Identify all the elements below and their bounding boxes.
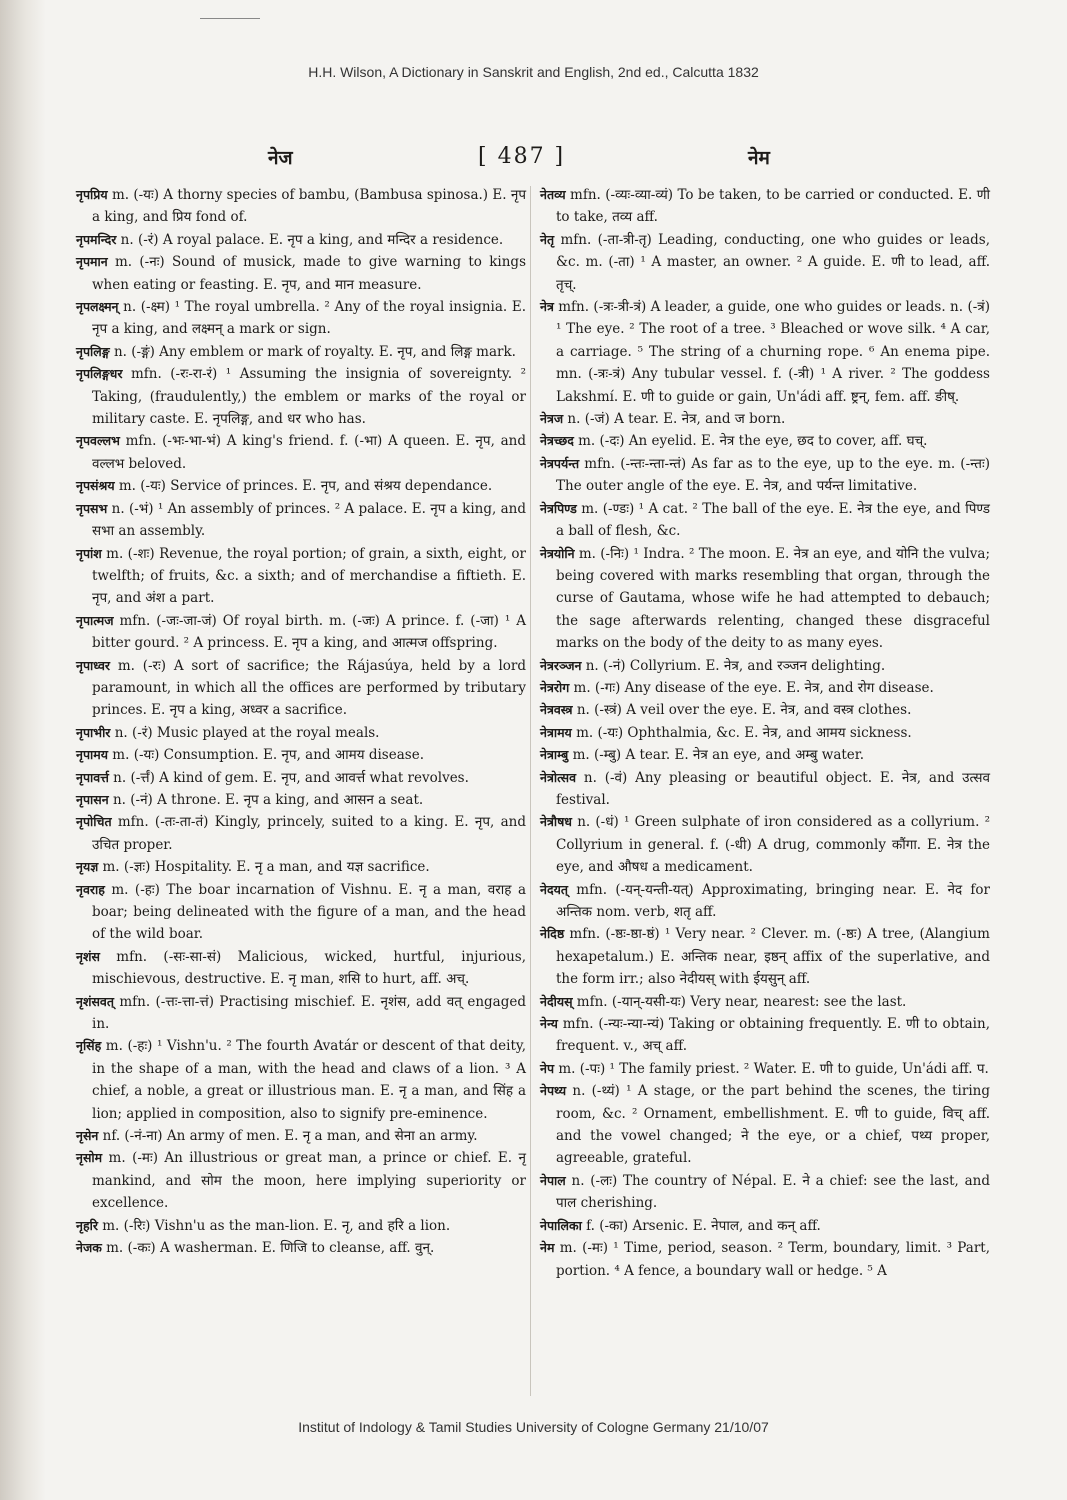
entry-definition: m. (-नः) Sound of musick, made to give warning to kings when eating or feasting. E. नृप, and मान measure. [92,254,526,293]
dictionary-entry [540,1237,990,1282]
entry-definition: mfn. (-ष्ठः-ष्ठा-ष्ठं) ¹ Very near. ² Clever. m. (-ष्ठः) A tree, (Alangium hexapetalum.) E. अन्तिक near, इष्ठन् affix of the superlative, and the form irr.; also नेदीयस् with ईयसुन् aff. [556,926,990,988]
entry-definition: m. (-ज्ञः) Hospitality. E. नृ a man, and यज्ञ sacrifice. [98,859,430,876]
entry-definition: mfn. (-व्यः-व्या-व्यं) To be taken, to be carried or conducted. E. णी to take, तव्य aff. [556,187,990,226]
entry-definition: m. (-यः) Service of princes. E. नृप, and संश्रय dependance. [114,478,493,495]
dictionary-entry [76,1237,526,1259]
dictionary-entry [540,430,990,452]
dictionary-entry [76,296,526,341]
entry-definition: mfn. (-रः-रा-रं) ¹ Assuming the insignia of sovereignty. ² Taking, (fraudulently,) the emblem or marks of the royal or military caste. E. नृपलिङ्ग, and धर who has. [92,366,526,428]
dictionary-entry [76,1215,526,1237]
dictionary-entry [76,811,526,856]
dictionary-entry [540,811,990,878]
dictionary-entry [540,229,990,296]
dictionary-entry [540,1080,990,1170]
entry-definition: m. (-मः) An illustrious or great man, a prince or chief. E. नृ mankind, and सोम the moon, here implying superiority or excellence. [92,1150,526,1212]
entry-definition: m. (-निः) ¹ Indra. ² The moon. E. नेत्र an eye, and योनि the vulva; being covered with marks resembling that organ, through the curse of Gautama, whose wife he had attempted to debauch; the sage afterwards relenting, changed these disgraceful marks on the body of the deity to as many eyes. [556,545,990,652]
entry-headword: नेदीयस् [540,993,573,1009]
dictionary-entry [540,722,990,744]
entry-headword: नेतव्य [540,187,566,202]
entry-definition: mfn. (-ता-त्री-तृ) Leading, conducting, one who guides or leads, &c. m. (-ता) ¹ A master, an owner. ² A guide. E. णी to lead, aff. तृच्. [554,231,990,293]
entry-definition: m. (-म्बु) A tear. E. नेत्र an eye, and अम्बु water. [568,747,865,764]
entry-definition: m. (-यः) Consumption. E. नृप, and आमय disease. [108,747,424,764]
entry-headword: नृपामय [76,747,109,763]
entry-definition: n. (-रं) A royal palace. E. नृप a king, and मन्दिर a residence. [116,231,504,248]
dictionary-entry [76,946,526,991]
dictionary-entry [76,341,526,363]
entry-headword: नेदिष्ठ [540,926,565,942]
entry-headword: नृपप्रिय [76,187,108,202]
dictionary-entry [76,251,526,296]
entry-definition: n. (-ङ्गं) Any emblem or mark of royalty. E. नृप, and लिङ्ग mark. [109,343,516,360]
entry-headword: नृपावर्त्त [76,769,109,785]
dictionary-entry [540,744,990,766]
entry-headword: नेपाल [540,1172,566,1188]
entry-definition: n. (-लः) The country of Népal. E. ने a chief: see the last, and पाल cherishing. [556,1172,990,1212]
entry-definition: n. (-वं) Any pleasing or beautiful object. E. नेत्र, and उत्सव festival. [556,769,990,808]
entry-headword: नेम [540,1240,555,1256]
entry-headword: नृपलक्ष्मन् [76,299,119,315]
entry-headword: नेत्रच्छद [540,433,574,449]
entry-headword: नेपथ्य [540,1083,567,1099]
entry-headword: नृशंस [76,948,100,964]
dictionary-entry [76,879,526,946]
dictionary-entry [540,543,990,655]
running-head-left: नेज [268,147,293,169]
dictionary-entry [76,498,526,543]
dictionary-entry [540,1013,990,1058]
entry-headword: नृपाभीर [76,724,111,740]
entry-definition: n. (-नं) Collyrium. E. नेत्र, and रञ्जन delighting. [581,657,886,674]
dictionary-entry [540,655,990,677]
entry-headword: नृपोचित [76,814,112,830]
entry-headword: नृपाध्वर [76,657,111,673]
entry-headword: नेत्र [540,299,554,315]
dictionary-entry [540,677,990,699]
dictionary-entry [540,699,990,721]
entry-definition: n. (-र्त्तं) A kind of gem. E. नृप, and आवर्त्त what revolves. [108,769,469,786]
dictionary-entry [76,1147,526,1214]
dictionary-entry [540,453,990,498]
source-note: H.H. Wilson, A Dictionary in Sanskrit and English, 2nd ed., Calcutta 1832 [308,64,759,80]
dictionary-entry [76,655,526,722]
entry-definition: m. (-रः) A sort of sacrifice; the Rájasúya, held by a lord paramount, in which all the offices are performed by tributary princes. E. नृप a king, अध्वर a sacrifice. [92,657,526,719]
dictionary-entry [76,363,526,430]
entry-definition: nf. (-नं-ना) An army of men. E. नृ a man, and सेना an army. [98,1128,478,1145]
entry-definition: n. (-रं) Music played at the royal meals. [110,724,380,741]
dictionary-entry [76,430,526,475]
entry-headword: नेदयत् [540,881,568,897]
dictionary-entry [540,1058,990,1080]
right-column [540,184,990,1282]
dictionary-entry [540,184,990,229]
dictionary-entry [540,923,990,990]
entry-headword: नृसेन [76,1128,99,1144]
dictionary-entry [76,991,526,1036]
dictionary-entry [76,475,526,497]
dictionary-entry [540,1215,990,1237]
dictionary-entry [76,229,526,251]
dictionary-entry [76,856,526,878]
entry-headword: नेजक [76,1240,102,1256]
column-divider [530,186,531,1396]
entry-headword: नृपात्मज [76,612,114,628]
entry-definition: m. (-गः) Any disease of the eye. E. नेत्र, and रोग disease. [569,679,934,696]
running-head-right: नेम [748,147,770,169]
dictionary-entry [540,296,990,408]
entry-definition: mfn. (-न्यः-न्या-न्यं) Taking or obtaining frequently. E. णी to obtain, frequent. v., अच् aff. [556,1016,990,1055]
dictionary-entry [540,879,990,924]
scan-mark [200,18,260,19]
entry-headword: नेत्रपिण्ड [540,500,577,516]
left-column [76,184,526,1260]
page-number: [ 487 ] [478,144,566,169]
entry-definition: m. (-ण्डः) ¹ A cat. ² The ball of the eye. E. नेत्र the eye, and पिण्ड a ball of flesh, &c. [556,500,990,540]
entry-definition: mfn. (-जः-जा-जं) Of royal birth. m. (-जः) A prince. f. (-जा) ¹ A bitter gourd. ² A princess. E. नृप a king, and आत्मज offspring. [92,612,526,652]
dictionary-entry [76,722,526,744]
entry-definition: f. (-का) Arsenic. E. नेपाल, and कन् aff. [581,1217,821,1234]
entry-definition: m. (-हः) The boar incarnation of Vishnu. E. नृ a man, वराह a boar; being delineated with the figure of a man, and the head of the wild boar. [92,881,526,943]
dictionary-entry [76,543,526,610]
dictionary-entry [76,744,526,766]
entry-definition: m. (-यः) A thorny species of bambu, (Bambusa spinosa.) E. नृप a king, and प्रिय fond of. [92,187,526,226]
dictionary-entry [76,610,526,655]
entry-definition: mfn. (-त्तः-त्ता-त्तं) Practising mischief. E. नृशंस, add वत् engaged in. [92,993,526,1033]
entry-definition: n. (-धं) ¹ Green sulphate of iron considered as a collyrium. ² Collyrium in general. f. (-धी) A drug, commonly कौंगा. E. नेत्र the eye, and औषध a medicament. [556,814,990,876]
entry-definition: n. (-थ्यं) ¹ A stage, or the part behind the scenes, the tiring room, &c. ² Ornament, embellishment. E. णी to guide, विच् aff. and the vowel changed; ने the eye, or a chief, पथ्य proper, agreeable, grateful. [556,1083,990,1167]
dictionary-entry [76,184,526,229]
entry-definition: m. (-मः) ¹ Time, period, season. ² Term, boundary, limit. ³ Part, portion. ⁴ A fence, a boundary wall or hedge. ⁵ A [554,1240,990,1279]
entry-headword: नेत्रामय [540,724,572,740]
entry-headword: नृपलिङ्ग [76,343,110,359]
entry-headword: नेतृ [540,231,555,247]
dictionary-entry [540,408,990,430]
dictionary-entry [76,789,526,811]
entry-headword: नेत्रौषध [540,814,572,830]
dictionary-entry [540,1170,990,1215]
entry-headword: नृसोम [76,1150,103,1166]
entry-definition: m. (-हः) ¹ Vishn'u. ² The fourth Avatár or descent of that deity, in the shape of a man, with the head and claws of a lion. ³ A chief, a noble, a great or illustrious man. E. नृ a man, and सिंह a lion; applied in composition, also to signify pre-eminence. [92,1038,526,1122]
entry-headword: नेत्ररञ्जन [540,657,582,673]
scan-edge-shadow [0,0,46,1500]
entry-headword: नृसिंह [76,1038,102,1054]
entry-headword: नृपलिङ्गधर [76,366,123,382]
entry-definition: mfn. (-यान्-यसी-यः) Very near, nearest: see the last. [572,993,907,1010]
entry-definition: n. (-क्ष्म) ¹ The royal umbrella. ² Any of the royal insignia. E. नृप a king, and लक्ष्मन् a mark or sign. [92,299,526,338]
entry-headword: नेत्रोत्सव [540,769,577,785]
entry-definition: n. (-नं) A throne. E. नृप a king, and आसन a seat. [108,791,424,808]
entry-headword: नृपांश [76,545,102,561]
entry-headword: नेन्य [540,1016,558,1032]
entry-definition: m. (-यः) Ophthalmia, &c. E. नेत्र, and आमय sickness. [571,724,912,741]
entry-headword: नृपसभ [76,500,108,516]
entry-definition: m. (-दः) An eyelid. E. नेत्र the eye, छद to cover, aff. घच्. [573,433,928,450]
entry-definition: mfn. (-भः-भा-भं) A king's friend. f. (-भा) A queen. E. नृप, and वल्लभ beloved. [92,433,526,472]
entry-definition: n. (-जं) A tear. E. नेत्र, and ज born. [563,411,786,428]
dictionary-entry [76,1035,526,1125]
entry-definition: m. (-कः) A washerman. E. णिजि to cleanse, aff. वुन्. [101,1240,435,1257]
entry-headword: नृपसंश्रय [76,478,115,494]
dictionary-entry [540,498,990,543]
dictionary-entry [76,767,526,789]
entry-definition: n. (-स्त्रं) A veil over the eye. E. नेत्र, and वस्त्र clothes. [572,702,912,719]
entry-headword: नृवराह [76,881,105,897]
entry-definition: m. (-रिः) Vishn'u as the man-lion. E. नृ, and हरि a lion. [97,1217,451,1234]
dictionary-entry [540,991,990,1013]
entry-headword: नृशंसवत् [76,993,114,1009]
entry-headword: नेत्रज [540,411,564,427]
entry-headword: नृहरि [76,1217,98,1233]
entry-definition: mfn. (-सः-सा-सं) Malicious, wicked, hurtful, injurious, mischievous, destructive. E. नृ man, शसि to hurt, aff. अच्. [92,948,526,988]
entry-definition: n. (-भं) ¹ An assembly of princes. ² A palace. E. नृप a king, and सभा an assembly. [92,500,526,540]
entry-definition: m. (-पः) ¹ The family priest. ² Water. E. णी to guide, Un'ádi aff. प. [554,1060,989,1077]
entry-headword: नृयज्ञ [76,859,99,875]
entry-headword: नृपासन [76,791,109,807]
dictionary-entry [76,1125,526,1147]
entry-headword: नेत्राम्बु [540,747,569,763]
entry-headword: नृपमन्दिर [76,231,117,247]
entry-definition: mfn. (-त्रः-त्री-त्रं) A leader, a guide, one who guides or leads. n. (-त्रं) ¹ The eye. ² The root of a tree. ³ Bleached or wove silk. ⁴ A car, a carriage. ⁵ The string of a churning rope. ⁶ An enema pipe. mn. (-त्रः-त्रं) Any tubular vessel. f. (-त्री) ¹ A river. ² The goddess Lakshmí. E. णी to guide or gain, Un'ádi aff. ष्ट्रन्, fem. aff. ङीष्. [553,299,990,405]
entry-headword: नेप [540,1060,555,1076]
entry-headword: नेत्ररोग [540,679,570,695]
entry-headword: नृपमान [76,254,108,270]
footer-note: Institut of Indology & Tamil Studies University of Cologne Germany 21/10/07 [298,1419,769,1435]
entry-definition: mfn. (-यन्-यन्ती-यत्) Approximating, bringing near. E. नेद for अन्तिक nom. verb, शतृ aff. [556,881,990,920]
dictionary-entry [540,767,990,812]
entry-headword: नेत्रवस्त्र [540,702,573,718]
entry-headword: नृपवल्लभ [76,433,120,449]
entry-definition: mfn. (-न्तः-न्ता-न्तं) As far as to the eye, up to the eye. m. (-न्तः) The outer angle of the eye. E. नेत्र, and पर्यन्त limitative. [556,455,990,495]
entry-definition: mfn. (-तः-ता-तं) Kingly, princely, suited to a king. E. नृप, and उचित proper. [92,814,526,853]
entry-headword: नेपालिका [540,1217,582,1233]
entry-headword: नेत्रपर्यन्त [540,455,580,471]
entry-headword: नेत्रयोनि [540,545,575,561]
entry-definition: m. (-शः) Revenue, the royal portion; of grain, a sixth, eight, or twelfth; of fruits, &c. a sixth; and of merchandise a fiftieth. E. नृप, and अंश a part. [92,545,526,607]
